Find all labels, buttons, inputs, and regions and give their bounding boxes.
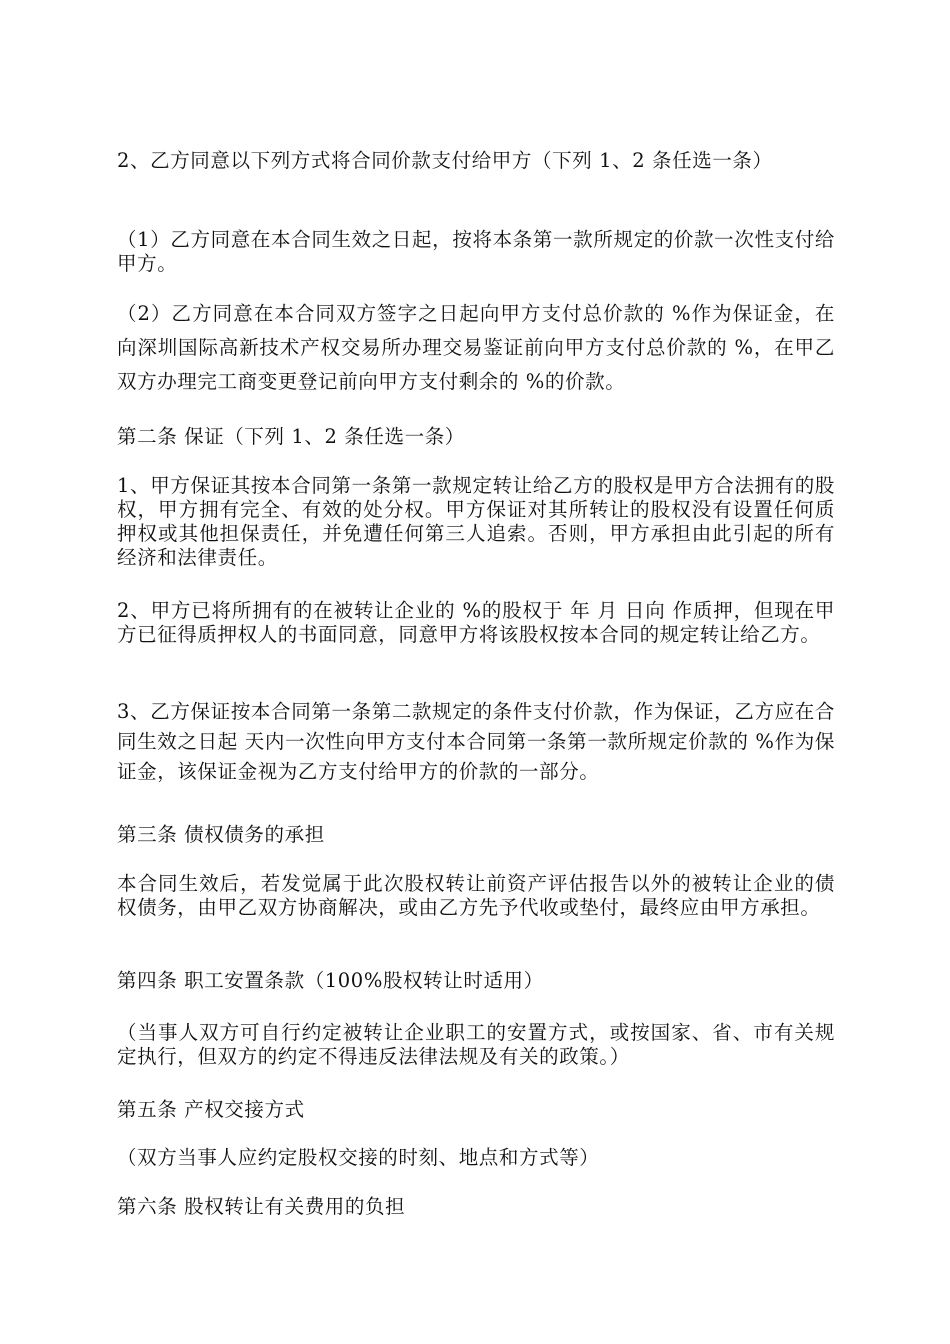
- clause-payment-option-2: （2）乙方同意在本合同双方签字之日起向甲方支付总价款的 %作为保证金，在向深圳国际高新技术产权交易所办理交易鉴证前向甲方支付总价款的 %，在甲乙双方办理完工商变更登记前向甲方支付剩余的 %的价款。: [117, 302, 835, 393]
- article-2-clause-2: 2、甲方已将所拥有的在被转让企业的 %的股权于 年 月 日向 作质押，但现在甲方已征得质押权人的书面同意，同意甲方将该股权按本合同的规定转让给乙方。: [117, 599, 835, 646]
- article-4-heading: 第四条 职工安置条款（100%股权转让时适用）: [117, 969, 544, 992]
- article-5-body: （双方当事人应约定股权交接的时刻、地点和方式等）: [117, 1146, 600, 1169]
- article-3-heading: 第三条 债权债务的承担: [117, 823, 325, 846]
- article-4-body: （当事人双方可自行约定被转让企业职工的安置方式，或按国家、省、市有关规定执行，但双方的约定不得违反法律法规及有关的政策。）: [117, 1021, 835, 1068]
- article-2-clause-3: 3、乙方保证按本合同第一条第二款规定的条件支付价款，作为保证，乙方应在合同生效之日起 天内一次性向甲方支付本合同第一条第一款所规定价款的 %作为保证金，该保证金视为乙方支付给甲方的价款的一部分。: [117, 700, 835, 783]
- article-3-body: 本合同生效后，若发觉属于此次股权转让前资产评估报告以外的被转让企业的债权债务，由甲乙双方协商解决，或由乙方先予代收或垫付，最终应由甲方承担。: [117, 872, 835, 919]
- article-2-heading: 第二条 保证（下列 1、2 条任选一条）: [117, 425, 465, 448]
- clause-payment-option-1: （1）乙方同意在本合同生效之日起，按将本条第一款所规定的价款一次性支付给甲方。: [117, 228, 835, 275]
- article-6-heading: 第六条 股权转让有关费用的负担: [117, 1195, 406, 1218]
- article-5-heading: 第五条 产权交接方式: [117, 1098, 305, 1121]
- article-2-clause-1: 1、甲方保证其按本合同第一条第一款规定转让给乙方的股权是甲方合法拥有的股权，甲方拥有完全、有效的处分权。甲方保证对其所转让的股权没有设置任何质押权或其他担保责任，并免遭任何第三人追索。否则，甲方承担由此引起的所有经济和法律责任。: [117, 474, 835, 569]
- clause-payment-method: 2、乙方同意以下列方式将合同价款支付给甲方（下列 1、2 条任选一条）: [117, 149, 773, 172]
